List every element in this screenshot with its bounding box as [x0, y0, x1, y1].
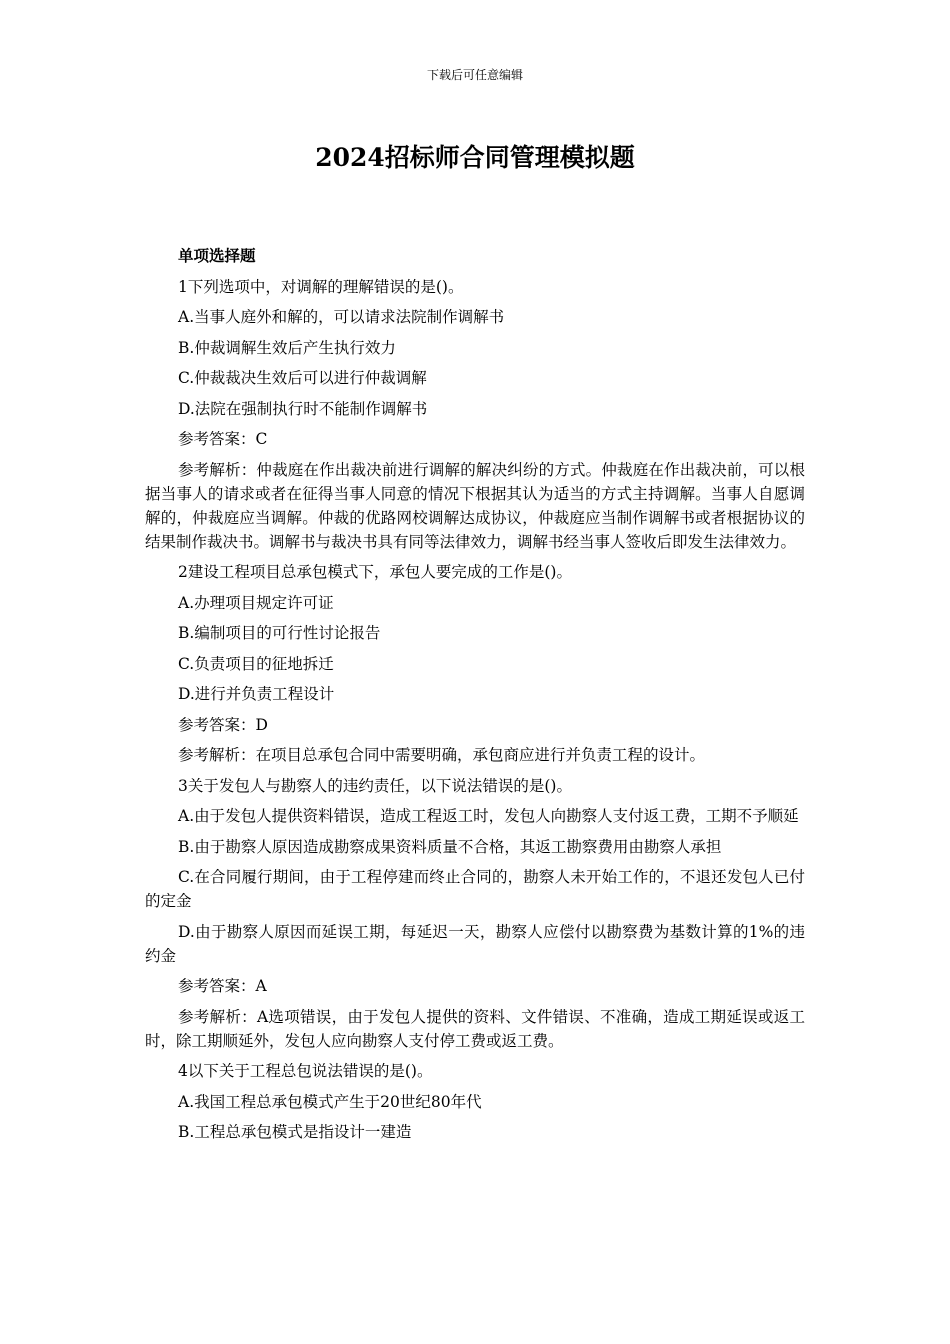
- paragraph: 4以下关于工程总包说法错误的是()。: [178, 1062, 433, 1080]
- paragraph: 参考答案：A: [178, 977, 267, 995]
- document-body: [145, 244, 805, 1151]
- paragraph: A.当事人庭外和解的，可以请求法院制作调解书: [178, 308, 505, 326]
- paragraph: 参考解析：A选项错误，由于发包人提供的资料、文件错误、不准确，造成工期延误或返工时，除工期顺延外，发包人应向勘察人支付停工费或返工费。: [145, 1007, 805, 1050]
- paragraph: C.在合同履行期间，由于工程停建而终止合同的，勘察人未开始工作的，不退还发包人已付的定金: [145, 868, 805, 910]
- paragraph: 1下列选项中，对调解的理解错误的是()。: [178, 277, 464, 296]
- document-title: 2024招标师合同管理模拟题: [315, 143, 635, 172]
- paragraph: C.仲裁裁决生效后可以进行仲裁调解: [178, 369, 427, 387]
- paragraph: B.由于勘察人原因造成勘察成果资料质量不合格，其返工勘察费用由勘察人承担: [178, 837, 722, 856]
- paragraph: 2建设工程项目总承包模式下，承包人要完成的工作是()。: [178, 563, 572, 581]
- paragraph: B.仲裁调解生效后产生执行效力: [178, 338, 396, 357]
- paragraph: D.由于勘察人原因而延误工期，每延迟一天，勘察人应偿付以勘察费为基数计算的1%的违约金: [145, 922, 805, 965]
- page-header: 下载后可任意编辑: [426, 68, 523, 82]
- paragraph: A.我国工程总承包模式产生于20世纪80年代: [178, 1092, 482, 1111]
- paragraph: A.办理项目规定许可证: [178, 593, 334, 612]
- paragraph: 参考解析：仲裁庭在作出裁决前进行调解的解决纠纷的方式。仲裁庭在作出裁决前，可以根据当事人的请求或者在征得当事人同意的情况下根据其认为适当的方式主持调解。当事人自愿调解的，仲裁庭应当调解。仲裁的优路网校调解达成协议，仲裁庭应当制作调解书或者根据协议的结果制作裁决书。调解书与裁决书具有同等法律效力，调解书经当事人签收后即发生法律效力。: [145, 460, 805, 551]
- paragraph: C.负责项目的征地拆迁: [178, 654, 334, 673]
- paragraph: A.由于发包人提供资料错误，造成工程返工时，发包人向勘察人支付返工费，工期不予顺延: [178, 807, 799, 825]
- section-heading: 单项选择题: [178, 246, 256, 265]
- paragraph: D.进行并负责工程设计: [178, 685, 335, 703]
- paragraph: 参考解析：在项目总承包合同中需要明确，承包商应进行并负责工程的设计。: [178, 746, 706, 764]
- paragraph: B.工程总承包模式是指设计一建造: [178, 1123, 412, 1141]
- paragraph: 参考答案：C: [178, 430, 268, 448]
- paragraph: 3关于发包人与勘察人的违约责任，以下说法错误的是()。: [178, 776, 572, 795]
- paragraph: D.法院在强制执行时不能制作调解书: [178, 399, 428, 418]
- paragraph: 参考答案：D: [178, 715, 268, 734]
- paragraph: B.编制项目的可行性讨论报告: [178, 624, 381, 642]
